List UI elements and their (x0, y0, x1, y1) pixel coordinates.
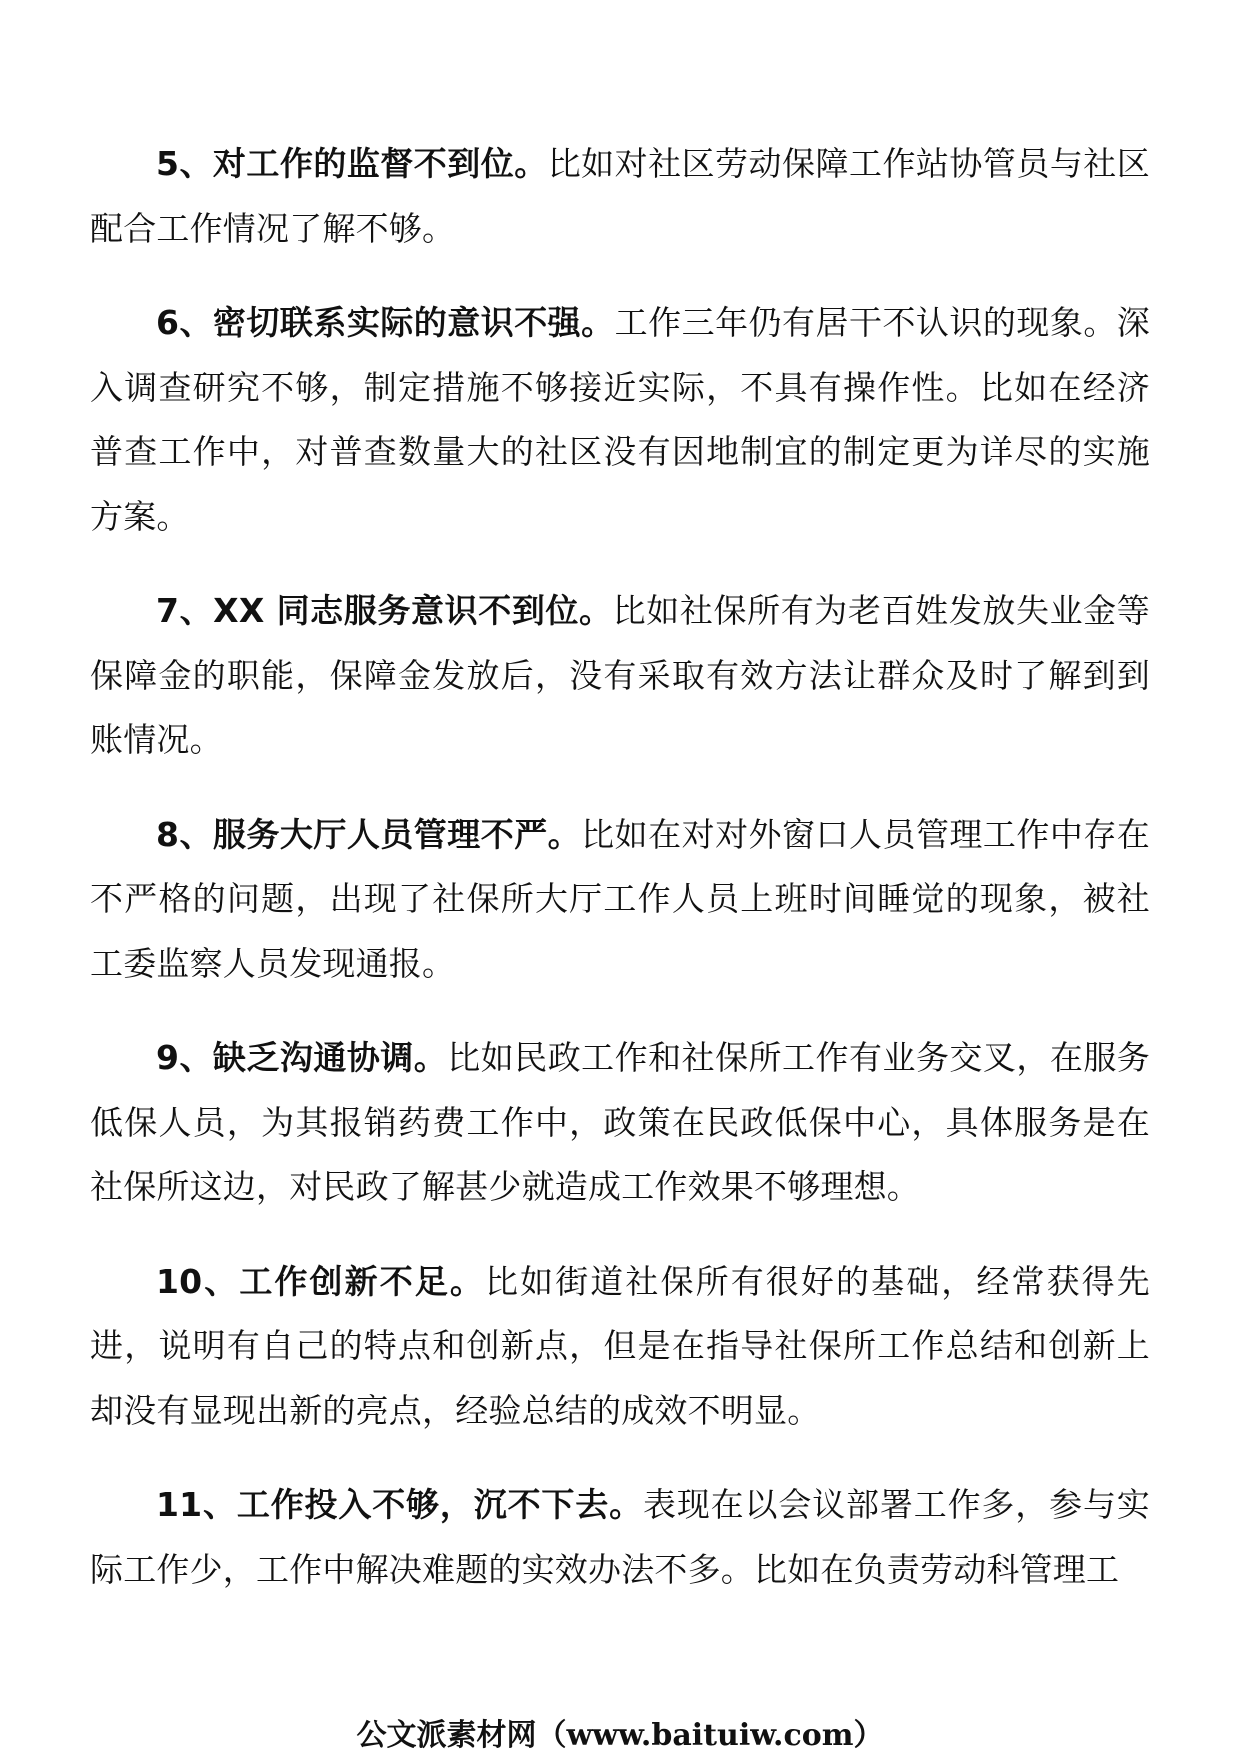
paragraph-item-8 (90, 803, 1150, 997)
paragraph-heading: 8、服务大厅人员管理不严。 (156, 814, 582, 854)
paragraph-heading: 9、缺乏沟通协调。 (156, 1038, 448, 1077)
paragraph-body: 比如在对对外窗口人员管理工作中存在不严格的问题，出现了社保所大厅工作人员上班时间睡觉的现象，被社工委监察人员发现通报。 (90, 814, 1151, 983)
paragraph-heading: 11、工作投入不够，沉不下去。 (156, 1485, 643, 1524)
paragraph-item-7 (90, 579, 1150, 773)
paragraph-heading: 7、XX 同志服务意识不到位。 (156, 591, 613, 630)
paragraph-heading: 10、工作创新不足。 (156, 1261, 486, 1301)
paragraph-body: 表现在以会议部署工作多，参与实际工作少，工作中解决难题的实效办法不多。比如在负责劳动科管理工 (90, 1485, 1151, 1589)
paragraph-body: 比如对社区劳动保障工作站协管员与社区配合工作情况了解不够。 (90, 144, 1150, 248)
paragraph-heading: 5、对工作的监督不到位。 (156, 144, 548, 183)
document-page (90, 132, 1150, 1632)
paragraph-body: 工作三年仍有居干不认识的现象。深入调查研究不够，制定措施不够接近实际，不具有操作性。比如在经济普查工作中，对普查数量大的社区没有因地制宜的制定更为详尽的实施方案。 (90, 303, 1150, 536)
paragraph-body: 比如社保所有为老百姓发放失业金等保障金的职能，保障金发放后，没有采取有效方法让群众及时了解到到账情况。 (90, 591, 1150, 759)
paragraph-item-9 (90, 1026, 1150, 1220)
paragraph-body: 比如民政工作和社保所工作有业务交叉，在服务低保人员，为其报销药费工作中，政策在民政低保中心，具体服务是在社保所这边，对民政了解甚少就造成工作效果不够理想。 (90, 1038, 1151, 1206)
paragraph-item-10 (90, 1250, 1150, 1444)
paragraph-item-11 (90, 1473, 1150, 1602)
paragraph-body: 比如街道社保所有很好的基础，经常获得先进，说明有自己的特点和创新点，但是在指导社保所工作总结和创新上却没有显现出新的亮点，经验总结的成效不明显。 (90, 1261, 1150, 1430)
paragraph-heading: 6、密切联系实际的意识不强。 (156, 303, 615, 342)
paragraph-item-5 (90, 132, 1150, 261)
footer-watermark: 公文派素材网（www.baituiw.com） (356, 1718, 884, 1753)
paragraph-item-6 (90, 291, 1150, 549)
